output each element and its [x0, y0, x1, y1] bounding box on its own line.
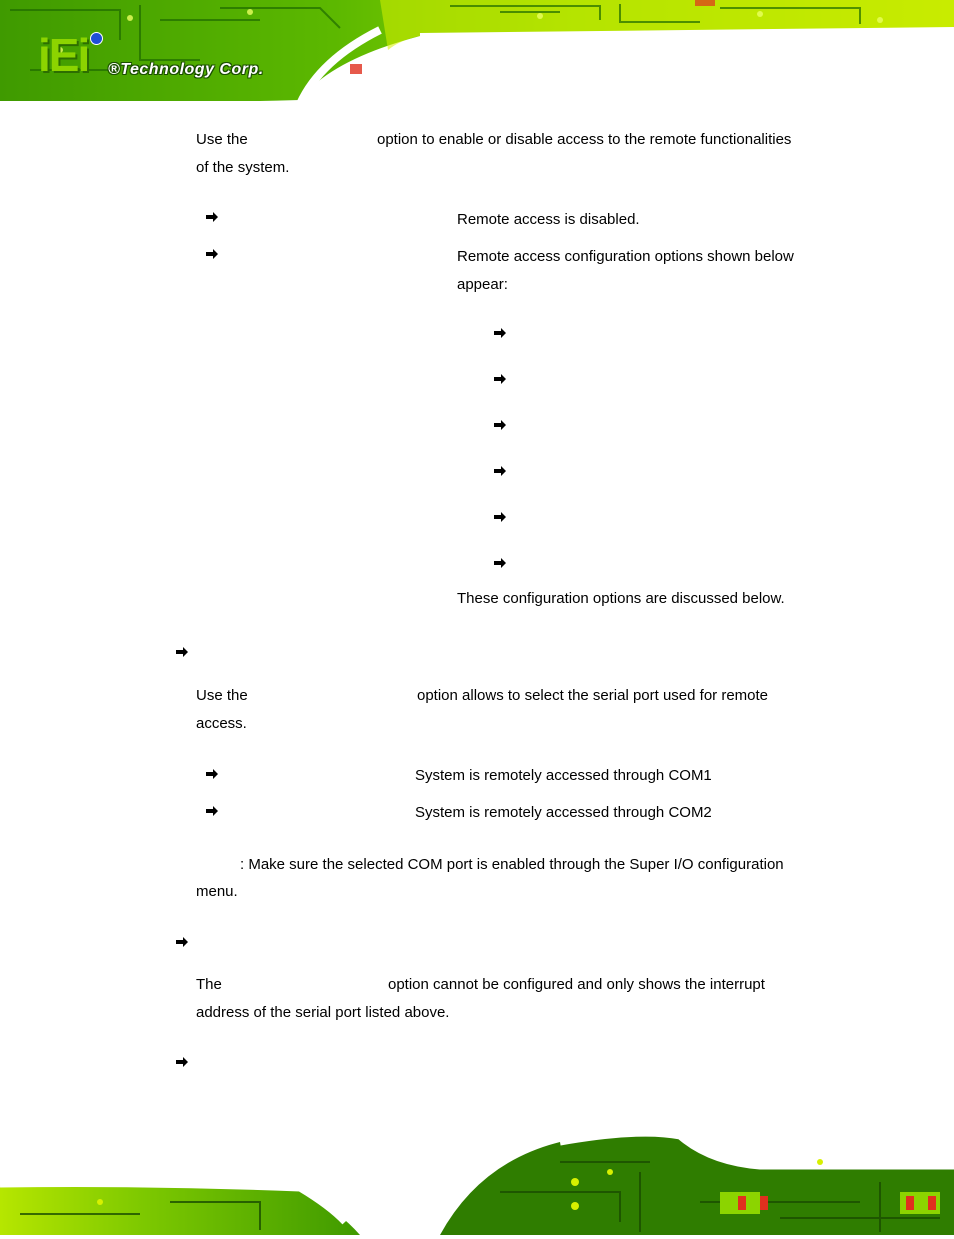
logo-text: ®Technology Corp. [108, 61, 264, 78]
remote-access-disabled-desc: Remote access is disabled. [457, 211, 640, 228]
bullet-arrow-icon [205, 210, 219, 224]
footer-banner [0, 1122, 954, 1235]
serial-port-intro-left: Use the [196, 687, 248, 704]
sub-bullet-arrow-icon [493, 510, 507, 524]
section-arrow-icon [175, 1055, 189, 1069]
bullet-arrow-icon [205, 767, 219, 781]
remote-access-intro-left: Use the [196, 131, 248, 148]
serial-mode-intro-right: option cannot be configured and only shows the interrupt [388, 976, 765, 993]
serial-port-note-line1: : Make sure the selected COM port is enabled through the Super I/O configuration [240, 856, 784, 873]
serial-port-intro-right: option allows to select the serial port used for remote [417, 687, 769, 704]
section-arrow-icon [175, 935, 189, 949]
serial-mode-intro-left: The [196, 976, 222, 993]
sub-bullet-arrow-icon [493, 556, 507, 570]
pcb-footer-graphic [0, 1122, 954, 1235]
header-banner [0, 0, 954, 112]
serial-port-com2-desc: System is remotely accessed through COM2 [415, 804, 712, 821]
serial-port-note-line2: menu. [196, 883, 238, 900]
serial-mode-intro-line2: address of the serial port listed above. [196, 1004, 450, 1021]
remote-access-intro-right: option to enable or disable access to the remote functionalities [377, 131, 792, 148]
logo-mark: iEi [38, 29, 89, 81]
bullet-arrow-icon [205, 247, 219, 261]
remote-access-discussed-below: These configuration options are discussed below. [457, 590, 785, 607]
bullet-arrow-icon [205, 804, 219, 818]
sub-bullet-arrow-icon [493, 326, 507, 340]
remote-access-enabled-desc-2: appear: [457, 276, 508, 293]
remote-access-enabled-desc-1: Remote access configuration options shown below [457, 248, 794, 265]
serial-port-intro-line2: access. [196, 715, 247, 732]
company-logo [38, 30, 298, 90]
logo-dot [90, 32, 103, 45]
section-arrow-icon [175, 645, 189, 659]
remote-access-intro-line2: of the system. [196, 159, 290, 176]
sub-bullet-arrow-icon [493, 372, 507, 386]
sub-bullet-arrow-icon [493, 418, 507, 432]
serial-port-com1-desc: System is remotely accessed through COM1 [415, 767, 712, 784]
sub-bullet-arrow-icon [493, 464, 507, 478]
